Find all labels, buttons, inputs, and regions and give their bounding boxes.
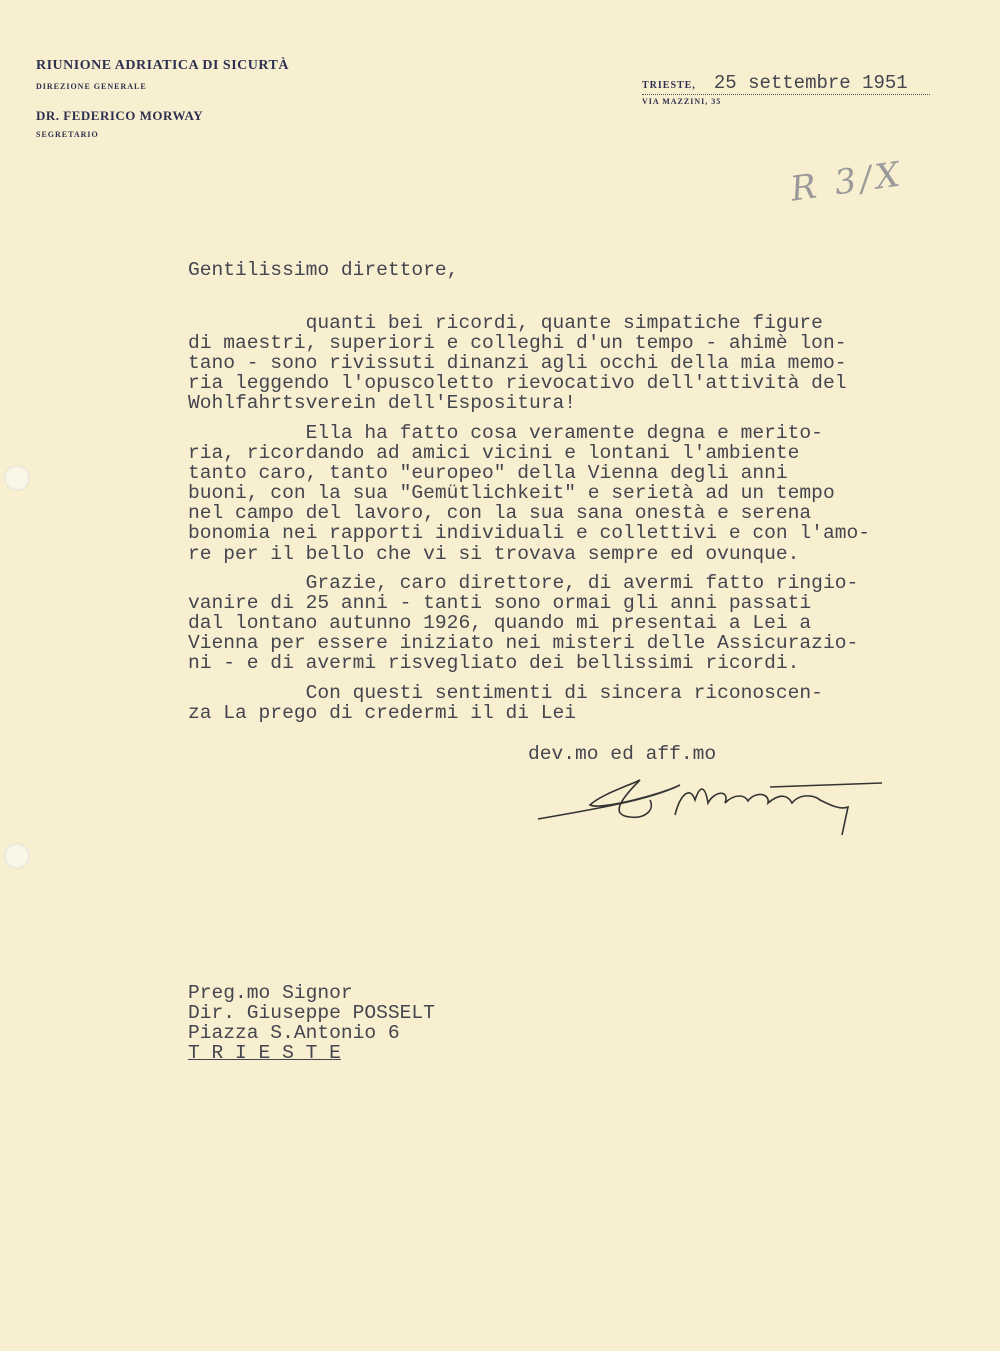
recipient-line-1: Preg.mo Signor <box>188 982 353 1004</box>
closing: dev.mo ed aff.mo <box>528 743 717 765</box>
sender-address: VIA MAZZINI, 35 <box>642 97 722 106</box>
sender-name: DR. FEDERICO MORWAY <box>36 108 204 123</box>
paragraph-1: quanti bei ricordi, quante simpatiche figure di maestri, superiori e colleghi d'un tempo - ahimè lon- tano - sono rivissuti dinanzi agli occhi della mia memo- ria leggendo l'opuscoletto rievocativo dell'attività del Wohlfahrtsverein dell'Espositura! <box>188 312 847 415</box>
punch-hole <box>4 465 30 491</box>
sender-title: SEGRETARIO <box>36 130 99 139</box>
signature <box>530 755 890 845</box>
paragraph-3: Grazie, caro direttore, di avermi fatto ringio- vanire di 25 anni - tanti sono ormai gli anni passati dal lontano autunno 1926, quando mi presentai a Lei a Vienna per essere iniziato nei misteri delle Assicurazio- ni - e di avermi risvegliato dei bellissimi ricordi. <box>188 572 859 675</box>
punch-hole <box>4 843 30 869</box>
handwritten-annotation: R 3/X <box>788 154 907 210</box>
recipient-line-3: Piazza S.Antonio 6 <box>188 1022 400 1044</box>
place: TRIESTE, <box>642 80 696 91</box>
recipient-line-2: Dir. Giuseppe POSSELT <box>188 1002 435 1024</box>
department: DIREZIONE GENERALE <box>36 82 147 91</box>
recipient-line-4: T R I E S T E <box>188 1042 341 1064</box>
paragraph-2: Ella ha fatto cosa veramente degna e merito- ria, ricordando ad amici vicini e lontani l'ambiente tanto caro, tanto "europeo" della Vienna degli anni buoni, con la sua "Gemütlichkeit" e serietà ad un tempo nel campo del lavoro, con la sua sana onestà e serena bonomia nei rapporti individuali e collettivi e con l'amo- re per il bello che vi si trovava sempre ed ovunque. <box>188 422 870 565</box>
date-line <box>642 72 930 95</box>
company-name: RIUNIONE ADRIATICA DI SICURTÀ <box>36 58 289 73</box>
salutation: Gentilissimo direttore, <box>188 259 459 281</box>
date: 25 settembre 1951 <box>713 72 908 94</box>
paragraph-4: Con questi sentimenti di sincera riconoscen- za La prego di credermi il di Lei <box>188 682 823 725</box>
